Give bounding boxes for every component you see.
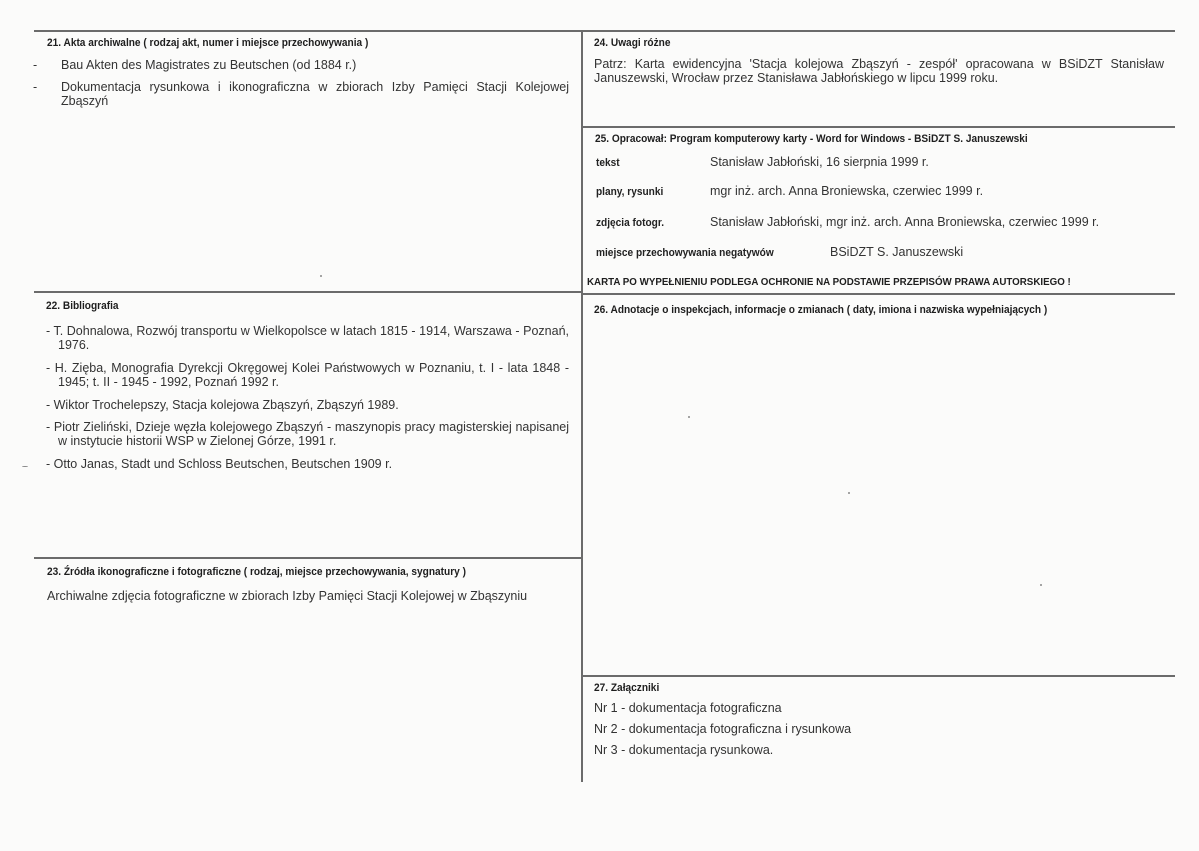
section-26-heading: 26. Adnotacje o inspekcjach, informacje o zmianach ( daty, imiona i nazwiska wypełniających ) [594, 304, 1048, 316]
bibliography-item: - Wiktor Trochelepszy, Stacja kolejowa Zbąszyń, Zbąszyń 1989. [46, 398, 399, 412]
section-21-archives [33, 37, 569, 108]
prepared-row-text [596, 155, 929, 169]
prepared-row-value: Stanisław Jabłoński, mgr inż. arch. Anna Broniewska, czerwiec 1999 r. [710, 215, 1100, 229]
scan-speck [320, 275, 322, 277]
copyright-notice: KARTA PO WYPEŁNIENIU PODLEGA OCHRONIE NA PODSTAWIE PRZEPISÓW PRAWA AUTORSKIEGO ! [587, 276, 1071, 288]
bibliography-item: - H. Zięba, Monografia Dyrekcji Okręgowej Kolei Państwowych w Poznaniu, t. I - lata 1848 - 1945; t. II - 1945 - 1992, Poznań 1992 r. [46, 361, 569, 389]
bibliography-item: - T. Dohnalowa, Rozwój transportu w Wielkopolsce w latach 1815 - 1914, Warszawa - Poznań, 1976. [46, 324, 569, 352]
bibliography-item: - Piotr Zieliński, Dzieje węzła kolejowego Zbąszyń - maszynopis pracy magisterskiej napisanej w instytucie historii WSP w Zielonej Górze, 1991 r. [46, 420, 569, 448]
center-divider-line [581, 30, 583, 782]
attachment-item: Nr 2 - dokumentacja fotograficzna i rysunkowa [594, 722, 852, 736]
scan-speck [688, 416, 690, 418]
prepared-row-label: miejsce przechowywania negatywów [596, 247, 774, 259]
archive-item: - Bau Akten des Magistrates zu Beutschen (od 1884 r.) [33, 58, 357, 72]
section-24-heading: 24. Uwagi różne [594, 37, 671, 49]
prepared-row-negatives [596, 245, 963, 259]
scan-speck [22, 466, 28, 467]
divider-22-23 [34, 557, 582, 559]
section-21-heading: 21. Akta archiwalne ( rodzaj akt, numer i miejsce przechowywania ) [47, 37, 369, 49]
divider-21-22 [34, 291, 582, 293]
prepared-row-label: plany, rysunki [596, 186, 664, 198]
divider-24-25 [582, 126, 1175, 128]
archive-item-text: Dokumentacja rysunkowa i ikonograficzna w zbiorach Izby Pamięci Stacji Kolejowej Zbąszyń [61, 80, 569, 108]
prepared-row-label: tekst [596, 157, 620, 169]
scan-speck [1040, 584, 1042, 586]
bibliography-item: - Otto Janas, Stadt und Schloss Beutschen, Beutschen 1909 r. [46, 457, 393, 471]
archive-item-text: Bau Akten des Magistrates zu Beutschen (od 1884 r.) [61, 58, 357, 72]
section-23-iconographic-sources [47, 566, 569, 603]
section-27-heading: 27. Załączniki [594, 682, 660, 694]
prepared-row-value: Stanisław Jabłoński, 16 sierpnia 1999 r. [710, 155, 929, 169]
attachment-item: Nr 3 - dokumentacja rysunkowa. [594, 743, 774, 757]
prepared-row-label: zdjęcia fotogr. [596, 217, 665, 229]
scan-speck [848, 492, 850, 494]
section-22-heading: 22. Bibliografia [46, 300, 119, 312]
section-22-bibliography [46, 300, 569, 471]
archive-item: - Dokumentacja rysunkowa i ikonograficzna w zbiorach Izby Pamięci Stacji Kolejowej Zbąszyń [33, 80, 569, 108]
prepared-row-plans [596, 184, 983, 198]
divider-26-27 [582, 675, 1175, 677]
section-25-heading: 25. Opracował: Program komputerowy karty - Word for Windows - BSiDZT S. Januszewski [595, 133, 1028, 145]
section-23-text: Archiwalne zdjęcia fotograficzne w zbiorach Izby Pamięci Stacji Kolejowej w Zbąszyniu [47, 589, 528, 603]
prepared-row-photos [596, 215, 1099, 229]
section-26-annotations [594, 304, 1169, 316]
top-border-line [34, 30, 1175, 32]
section-25-prepared-by [587, 133, 1175, 293]
attachment-item: Nr 1 - dokumentacja fotograficzna [594, 701, 782, 715]
prepared-row-value: mgr inż. arch. Anna Broniewska, czerwiec 1999 r. [710, 184, 984, 198]
section-24-remarks [594, 37, 1164, 85]
section-23-heading: 23. Źródła ikonograficzne i fotograficzne ( rodzaj, miejsce przechowywania, sygnatury ) [47, 566, 466, 578]
divider-25-26 [582, 293, 1175, 295]
section-27-attachments [594, 682, 1169, 761]
prepared-row-value: BSiDZT S. Januszewski [830, 245, 964, 259]
section-24-text: Patrz: Karta ewidencyjna 'Stacja kolejowa Zbąszyń - zespół' opracowana w BSiDZT Stanisław Januszewski, Wrocław przez Stanisława Jabłońskiego w lipcu 1999 roku. [594, 57, 1164, 85]
